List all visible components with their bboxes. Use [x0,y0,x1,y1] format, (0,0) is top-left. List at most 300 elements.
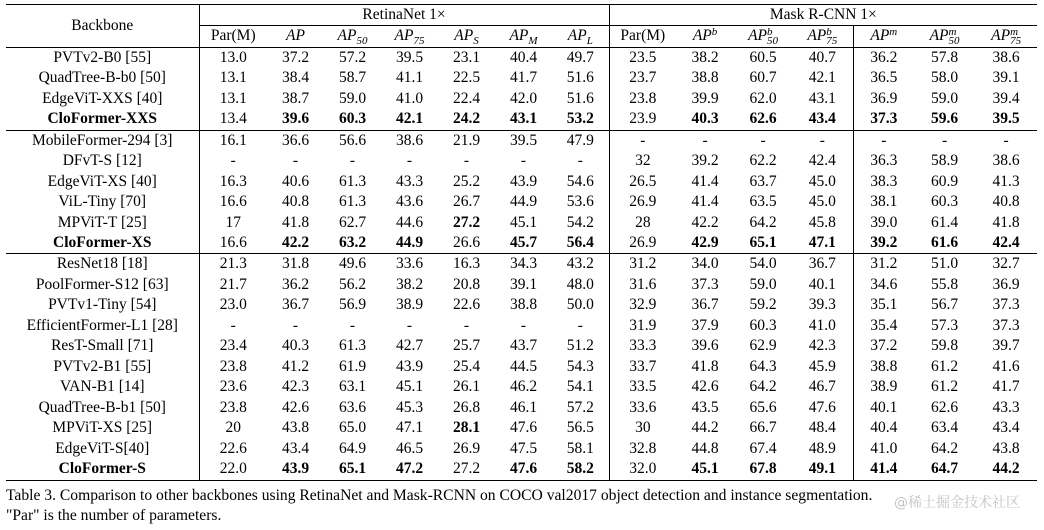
par-value: 26.5 [629,172,657,190]
par-value: 22.0 [219,460,247,478]
metric-value: 43.4 [792,109,853,130]
metric-value: 43.1 [792,89,853,110]
metric-value: 37.3 [992,296,1020,314]
table-row [6,151,1037,172]
metric-value: 38.6 [395,131,424,149]
par-value: 26.9 [629,234,657,252]
metric-value: 40.1 [792,275,853,296]
backbone-name: PVTv2-B0 [55] [6,47,199,68]
metric-value: 26.9 [452,439,481,457]
metric-value: 47.1 [395,419,424,437]
metric-value: 43.6 [395,193,424,211]
metric-value: 59.0 [338,89,367,107]
metric-value: 36.3 [870,152,898,170]
metric-value: 27.2 [452,460,481,478]
metric-value: 43.7 [509,337,538,355]
table-row [6,192,1037,213]
metric-value: 41.4 [691,172,719,190]
metric-value: 61.2 [931,357,959,375]
metric-value: 39.3 [792,295,853,316]
metric-value: 42.3 [792,336,853,357]
metric-value: - [349,152,356,170]
metric-value: 47.1 [792,233,853,254]
metric-value: 42.1 [792,68,853,89]
metric-value: - [520,316,527,334]
backbone-name: QuadTree-B-b0 [50] [6,68,199,89]
metric-value: 64.2 [931,439,959,457]
par-header: Par(M) [620,27,666,45]
metric-value: 60.3 [338,110,367,128]
par-value: 20 [225,419,241,437]
metric-value: 51.6 [552,89,609,110]
par-value: 23.6 [219,378,247,396]
metric-value: 39.1 [509,275,538,293]
metric-value: - [760,131,766,149]
metric-value: 35.4 [870,316,898,334]
metric-value: 36.7 [792,254,853,275]
metric-value: 61.3 [338,193,367,211]
metric-value: 43.4 [281,439,310,457]
retina-metric-header: AP 75 [394,27,425,47]
metric-value: 46.5 [395,439,424,457]
table-caption [6,486,1037,526]
metric-value: 61.4 [931,213,959,231]
metric-value: 62.6 [749,110,777,128]
par-value: - [640,131,646,149]
metric-value: 59.8 [931,337,959,355]
backbone-name: PoolFormer-S12 [63] [6,275,199,296]
backbone-name: ViL-Tiny [70] [6,192,199,213]
metric-value: 65.0 [338,419,367,437]
caption-line-1: Table 3. Comparison to other backbones using RetinaNet and Mask-RCNN on COCO val2017 object detection and instance segmentation. [6,487,873,504]
metric-value: 44.9 [509,193,538,211]
metric-value: 41.6 [992,357,1020,375]
metric-value: 25.7 [452,337,481,355]
metric-value: 44.6 [395,213,424,231]
metric-value: 26.7 [452,193,481,211]
metric-value: - [941,131,948,149]
backbone-name: CloFormer-S [6,459,199,480]
par-value: 13.4 [219,110,247,128]
metric-value: 58.0 [931,69,959,87]
mask-metric-header: AP b 50 [748,25,779,47]
metric-value: 38.2 [691,48,719,66]
table-row [6,316,1037,337]
metric-value: 21.9 [452,131,481,149]
watermark-text: @稀土掘金技术社区 [894,495,1020,511]
table-row [6,459,1037,480]
table-row [6,89,1037,110]
par-value: 32.9 [629,296,657,314]
metric-value: 61.9 [338,357,367,375]
metric-value: 41.8 [992,213,1020,231]
metric-value: 57.2 [552,398,609,419]
table-row [6,213,1037,234]
metric-value: 37.2 [281,48,310,66]
metric-value: 40.3 [691,110,719,128]
metric-value: 39.0 [870,213,898,231]
metric-value: 39.9 [691,89,719,107]
metric-value: - [552,316,609,337]
metric-value: 47.5 [509,439,538,457]
metric-value: 39.5 [992,110,1020,128]
metric-value: - [792,130,853,151]
metric-value: 64.2 [749,378,777,396]
metric-value: 44.9 [395,234,424,252]
table-row [6,254,1037,275]
metric-value: 53.2 [552,109,609,130]
metric-value: 28.1 [452,419,481,437]
metric-value: 39.1 [992,69,1020,87]
backbone-name: EdgeViT-XXS [40] [6,89,199,110]
metric-value: 38.7 [281,89,310,107]
retina-metric-header: AP M [509,27,538,47]
metric-value: 47.6 [509,460,538,478]
metric-value: 24.2 [452,110,481,128]
par-value: 23.9 [629,110,657,128]
metric-value: 65.1 [338,460,367,478]
metric-value: 58.1 [552,439,609,460]
metric-value: 44.5 [509,357,538,375]
metric-value: 27.2 [452,213,481,231]
metric-value: 64.9 [338,439,367,457]
metric-value: 67.8 [749,460,777,478]
metric-value: 43.9 [509,172,538,190]
metric-value: 26.1 [452,378,481,396]
metric-value: - [406,152,413,170]
metric-value: 56.5 [552,418,609,439]
metric-value: - [702,131,708,149]
metric-value: - [881,131,887,149]
metric-value: 38.8 [870,357,898,375]
backbone-name: QuadTree-B-b1 [50] [6,398,199,419]
metric-value: 36.7 [281,296,310,314]
par-header: Par(M) [199,26,267,47]
par-value: 33.6 [629,398,657,416]
par-value: 23.5 [629,48,657,66]
metric-value: 60.9 [931,172,959,190]
metric-value: 47.6 [792,398,853,419]
metric-value: 41.7 [509,69,538,87]
backbone-name: MPViT-T [25] [6,213,199,234]
par-value: 17 [225,213,241,231]
metric-value: 66.7 [749,419,777,437]
mask-metric-header: AP m 75 [991,25,1022,47]
metric-value: 43.9 [395,357,424,375]
metric-value: 36.5 [870,69,898,87]
backbone-name: EfficientFormer-L1 [28] [6,316,199,337]
maskrcnn-header: Mask R-CNN 1× [609,5,1037,26]
metric-value: 32.7 [992,255,1020,273]
metric-value: 59.0 [749,275,777,293]
metric-value: 67.4 [749,439,777,457]
metric-value: 62.6 [931,398,959,416]
metric-value: 43.3 [395,172,424,190]
metric-value: 55.8 [931,275,959,293]
metric-value: 60.5 [749,48,777,66]
metric-value: 20.8 [452,275,481,293]
metric-value: 31.2 [870,255,898,273]
table-row [6,130,1037,151]
retinanet-header: RetinaNet 1× [199,5,609,26]
metric-value: 42.9 [691,234,719,252]
table-row [6,418,1037,439]
metric-value: 37.3 [691,275,719,293]
metric-value: 49.1 [792,459,853,480]
metric-value: 51.0 [931,255,959,273]
metric-value: 38.4 [281,69,310,87]
backbone-name: PVTv2-B1 [55] [6,357,199,378]
metric-value: 34.0 [691,255,719,273]
par-value: 23.4 [219,337,247,355]
metric-value: 64.2 [749,213,777,231]
metric-value: - [463,316,470,334]
metric-value: 39.2 [691,152,719,170]
metric-value: - [463,152,470,170]
metric-value: 38.3 [870,172,898,190]
metric-value: 54.1 [552,377,609,398]
metric-value: 63.4 [931,419,959,437]
metric-value: 43.4 [992,419,1020,437]
metric-value: 51.6 [552,68,609,89]
backbone-header: Backbone [6,5,199,48]
metric-value: 41.0 [870,439,898,457]
metric-value: 42.7 [395,337,424,355]
table-body [6,47,1037,480]
metric-value: - [520,152,527,170]
par-value: 23.8 [219,398,247,416]
table-row [6,295,1037,316]
metric-value: 41.4 [691,193,719,211]
metric-value: 26.8 [452,398,481,416]
backbone-name: PVTv1-Tiny [54] [6,295,199,316]
backbone-name: MPViT-XS [25] [6,418,199,439]
metric-value: 61.2 [931,378,959,396]
metric-value: 41.3 [992,172,1020,190]
metric-value: 56.6 [338,131,367,149]
metric-value: 53.6 [552,192,609,213]
metric-value: 60.3 [931,193,959,211]
table-row [6,377,1037,398]
metric-value: 37.3 [992,316,1020,334]
table-row [6,47,1037,68]
metric-value: 62.2 [749,152,777,170]
metric-value: 22.5 [452,69,481,87]
metric-value: 48.9 [792,439,853,460]
header-row-1 [6,5,1037,26]
metric-value: 49.6 [338,255,367,273]
mask-metric-header: AP b 75 [792,26,853,47]
par-value: 31.6 [629,275,657,293]
retina-metric-header: AP S [454,27,479,47]
metric-value: 37.9 [691,316,719,334]
metric-value: 38.8 [691,69,719,87]
backbone-name: ResNet18 [18] [6,254,199,275]
backbone-name: MobileFormer-294 [3] [6,130,199,151]
metric-value: 44.2 [691,419,719,437]
metric-value: 25.4 [452,357,481,375]
metric-value: 47.2 [395,460,424,478]
comparison-table [6,4,1037,481]
metric-value: 63.7 [749,172,777,190]
par-value: - [230,152,236,170]
metric-value: 62.7 [338,213,367,231]
par-value: 13.1 [219,89,247,107]
metric-value: 35.1 [870,296,898,314]
metric-value: 43.2 [552,254,609,275]
metric-value: - [292,152,299,170]
metric-value: 44.8 [691,439,719,457]
metric-value: 45.8 [792,213,853,234]
metric-value: 39.2 [870,234,898,252]
metric-value: 62.0 [749,89,777,107]
metric-value: 31.8 [281,255,310,273]
metric-value: 58.2 [552,459,609,480]
metric-value: 45.7 [509,234,538,252]
metric-value: 36.2 [281,275,310,293]
metric-value: 46.1 [509,398,538,416]
metric-value: 42.3 [281,378,310,396]
par-value: 33.5 [629,378,657,396]
metric-value: 61.3 [338,337,367,355]
backbone-name: VAN-B1 [14] [6,377,199,398]
metric-value: 54.6 [552,172,609,193]
metric-value: 56.2 [338,275,367,293]
par-value: 13.1 [219,69,247,87]
metric-value: 47.9 [552,130,609,151]
metric-value: 38.6 [992,152,1020,170]
metric-value: 43.8 [281,419,310,437]
metric-value: 22.6 [452,296,481,314]
metric-value: 59.2 [749,296,777,314]
metric-value: 36.6 [281,131,310,149]
table-row [6,109,1037,130]
metric-value: 40.1 [870,398,898,416]
metric-value: 41.4 [870,460,898,478]
par-value: 13.0 [219,48,247,66]
metric-value: 42.4 [992,234,1020,252]
par-value: 26.9 [629,193,657,211]
metric-value: 43.1 [509,110,538,128]
metric-value: 42.4 [792,151,853,172]
metric-value: 44.2 [992,460,1020,478]
par-value: 32.0 [629,460,657,478]
metric-value: 41.2 [281,357,310,375]
par-value: 21.7 [219,275,247,293]
metric-value: 41.0 [792,316,853,337]
metric-value: 45.1 [691,460,719,478]
metric-value: 39.5 [395,48,424,66]
par-value: - [230,316,236,334]
metric-value: 46.7 [792,377,853,398]
metric-value: 45.0 [792,192,853,213]
metric-value: 48.4 [792,418,853,439]
metric-value: 54.2 [552,213,609,234]
metric-value: 47.6 [509,419,538,437]
metric-value: 36.9 [992,275,1020,293]
table-row [6,68,1037,89]
metric-value: 38.1 [870,193,898,211]
retina-metric-header: AP L [552,26,609,47]
table-row [6,275,1037,296]
mask-metric-header: AP m [870,25,898,45]
metric-value: - [349,316,356,334]
metric-value: 42.0 [509,89,538,107]
metric-value: 54.0 [749,255,777,273]
metric-value: 58.9 [931,152,959,170]
par-value: 16.6 [219,193,247,211]
par-value: 23.8 [219,357,247,375]
metric-value: 26.6 [452,234,481,252]
par-value: 16.3 [219,172,247,190]
par-value: 32.8 [629,439,657,457]
metric-value: 57.8 [931,48,959,66]
metric-value: 39.6 [281,110,310,128]
metric-value: 64.7 [931,460,959,478]
metric-value: 61.6 [931,234,959,252]
metric-value: 42.6 [691,378,719,396]
mask-metric-header: AP m 50 [929,25,960,47]
metric-value: 39.7 [992,337,1020,355]
metric-value: 50.0 [552,295,609,316]
metric-value: 60.3 [749,316,777,334]
metric-value: 36.9 [870,89,898,107]
metric-value: 43.3 [992,398,1020,416]
table-container [6,4,1037,481]
metric-value: 16.3 [452,255,481,273]
metric-value: 38.9 [870,378,898,396]
caption-line-2: "Par" is the number of parameters. [6,507,222,524]
metric-value: 43.9 [281,460,310,478]
par-value: 23.8 [629,89,657,107]
metric-value: 56.4 [552,233,609,254]
metric-value: 59.0 [931,89,959,107]
par-value: 30 [635,419,651,437]
metric-value: - [1003,131,1009,149]
par-value: 33.7 [629,357,657,375]
retina-metric-header: AP [286,27,305,45]
metric-value: 59.6 [931,110,959,128]
metric-value: 38.9 [395,296,424,314]
par-value: 22.6 [219,439,247,457]
metric-value: 48.0 [552,275,609,296]
metric-value: 49.7 [552,47,609,68]
metric-value: 51.2 [552,336,609,357]
metric-value: 42.1 [395,110,424,128]
metric-value: 43.5 [691,398,719,416]
table-row [6,357,1037,378]
metric-value: 45.1 [509,213,538,231]
par-value: 23.7 [629,69,657,87]
table-row [6,172,1037,193]
metric-value: 60.7 [749,69,777,87]
metric-value: 65.1 [749,234,777,252]
metric-value: 22.4 [452,89,481,107]
mask-metric-header: AP b [692,25,718,45]
backbone-name: EdgeViT-S[40] [6,439,199,460]
metric-value: 41.7 [992,378,1020,396]
metric-value: 33.6 [395,255,424,273]
retina-metric-header: AP 50 [337,27,368,47]
metric-value: 39.4 [992,89,1020,107]
table-row [6,233,1037,254]
metric-value: 45.3 [395,398,424,416]
metric-value: 38.2 [395,275,424,293]
metric-value: 42.6 [281,398,310,416]
metric-value: 41.1 [395,69,424,87]
metric-value: 63.2 [338,234,367,252]
metric-value: 39.5 [509,131,538,149]
